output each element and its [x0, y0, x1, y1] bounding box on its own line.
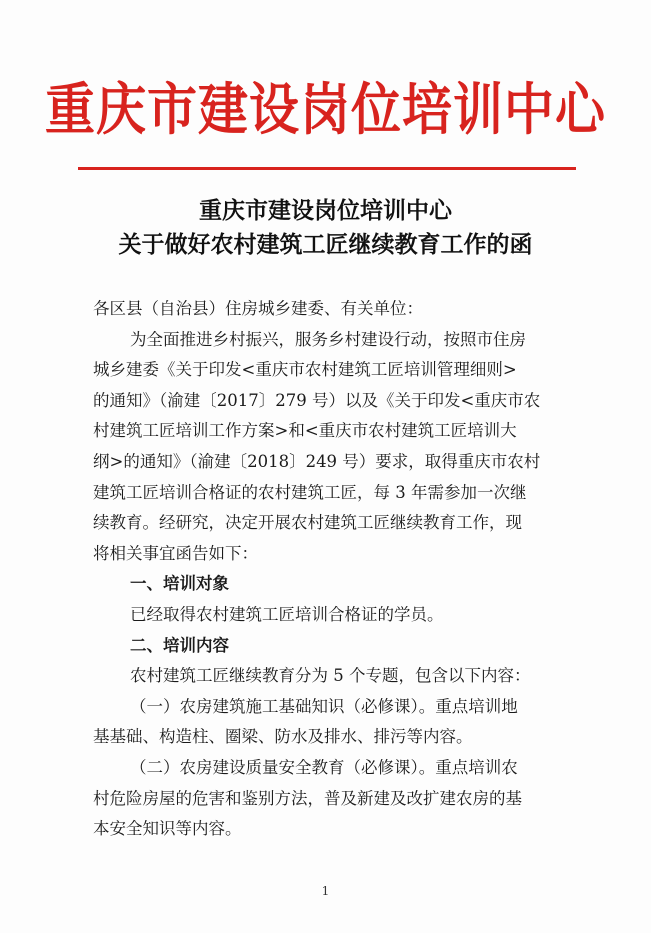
topic-line: 村危险房屋的危害和鉴别方法，普及新建及改扩建农房的基 — [93, 788, 522, 808]
section-text-training-content: 农村建筑工匠继续教育分为 5 个专题，包含以下内容： — [130, 666, 531, 686]
intro-line: 城乡建委《关于印发<重庆市农村建筑工匠培训管理细则> — [93, 360, 517, 380]
topic-line: 基基础、构造柱、圈梁、防水及排水、排污等内容。 — [93, 727, 473, 747]
intro-line: 的通知》（渝建〔2017〕279 号）以及《关于印发<重庆市农 — [93, 390, 541, 410]
document-title-line2: 关于做好农村建筑工匠继续教育工作的函 — [118, 231, 533, 258]
section-heading-training-target: 一、培训对象 — [130, 574, 229, 594]
intro-line: 为全面推进乡村振兴，服务乡村建设行动，按照市住房 — [130, 329, 526, 349]
document-body — [93, 294, 563, 845]
topic-line: 本安全知识等内容。 — [93, 819, 242, 839]
intro-line: 将相关事宜函告如下： — [93, 543, 258, 563]
topic-line: （二）农房建设质量安全教育（必修课）。重点培训农 — [130, 757, 518, 777]
document-title-line1: 重庆市建设岗位培训中心 — [199, 197, 452, 224]
intro-line: 续教育。经研究，决定开展农村建筑工匠继续教育工作，现 — [93, 513, 522, 533]
masthead-divider — [78, 167, 576, 170]
intro-line: 建筑工匠培训合格证的农村建筑工匠，每 3 年需参加一次继 — [93, 482, 527, 502]
intro-line: 纲>的通知》（渝建〔2018〕249 号）要求，取得重庆市农村 — [93, 451, 541, 471]
section-text-training-target: 已经取得农村建筑工匠培训合格证的学员。 — [130, 604, 444, 624]
intro-line: 村建筑工匠培训工作方案>和<重庆市农村建筑工匠培训大 — [93, 421, 517, 441]
salutation: 各区县（自治县）住房城乡建委、有关单位： — [93, 299, 423, 318]
organization-masthead: 重庆市建设岗位培训中心 — [45, 77, 606, 143]
topic-line: （一）农房建筑施工基础知识（必修课）。重点培训地 — [130, 696, 518, 716]
section-heading-training-content: 二、培训内容 — [130, 635, 229, 655]
page-number: 1 — [321, 884, 330, 898]
